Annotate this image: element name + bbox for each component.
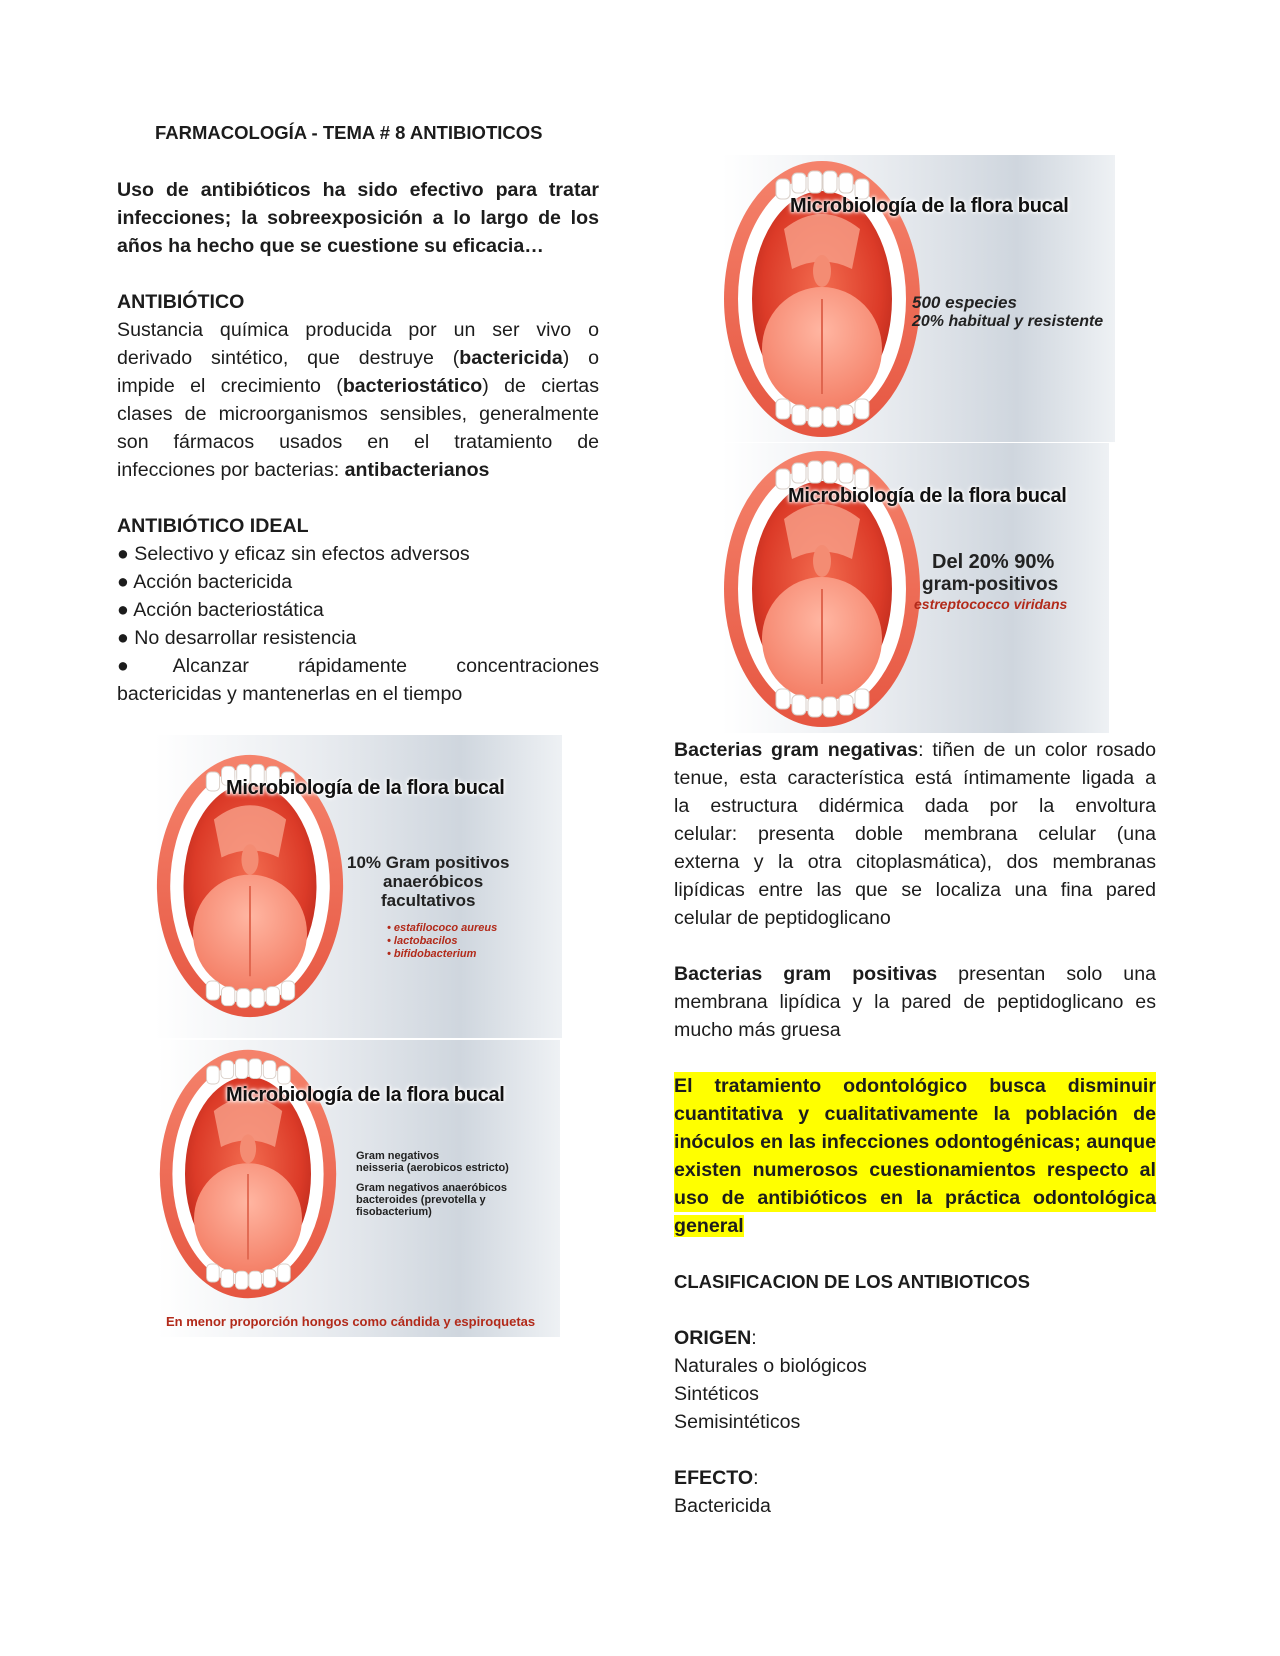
paragraph-line: celular: presenta doble membrana celular (una <box>674 823 1156 845</box>
slide-text: 500 especies <box>912 293 1017 312</box>
ideal-section <box>117 512 599 708</box>
antibiotico-heading: ANTIBIÓTICO <box>117 291 245 313</box>
definition-line: clases de microorganismos sensibles, generalmente <box>117 403 599 425</box>
slide-bullet: • bifidobacterium <box>387 948 477 960</box>
paragraph-line: externa y la otra citoplasmática), dos membranas <box>674 851 1156 873</box>
highlight-line: existen numerosos cuestionamientos respecto al <box>674 1156 1156 1184</box>
highlight-line: general <box>674 1215 744 1237</box>
slide-text: Gram negativos anaeróbicos <box>356 1182 507 1194</box>
antibiotico-section <box>117 288 599 484</box>
slide-text: Gram negativos <box>356 1150 440 1162</box>
paragraph-line: celular de peptidoglicano <box>674 907 891 929</box>
intro-line: años ha hecho que se cuestione su eficacia… <box>117 235 544 257</box>
intro-line: Uso de antibióticos ha sido efectivo para tratar <box>117 179 599 201</box>
origen-label: ORIGEN: <box>674 1327 757 1349</box>
slide-text: 20% habitual y resistente <box>912 313 1104 330</box>
slide-text: Del 20% 90% <box>932 551 1055 573</box>
slide-text: 10% Gram positivos <box>347 853 510 872</box>
paragraph-line: Bacterias gram negativas: tiñen de un color rosado <box>674 739 1156 761</box>
slide-image-500-especies <box>722 155 1115 442</box>
origen-item: Naturales o biológicos <box>674 1355 867 1377</box>
paragraph-line: lipídicas entre las que se localiza una fina pared <box>674 879 1156 901</box>
paragraph-line: la estructura didérmica dada por la envoltura <box>674 795 1156 817</box>
slide-bullet: • lactobacilos <box>387 935 458 947</box>
definition-line: Sustancia química producida por un ser vivo o <box>117 319 599 341</box>
slide-text: facultativos <box>381 891 476 910</box>
slide-image-10-gram-positivos <box>155 735 562 1038</box>
ideal-item: ● Acción bactericida <box>117 571 293 593</box>
slide-text: anaeróbicos <box>383 872 484 891</box>
ideal-item: ● Acción bacteriostática <box>117 599 324 621</box>
highlight-line: cuantitativa y cualitativamente la población de <box>674 1100 1156 1128</box>
slide-title: Microbiología de la flora bucal <box>790 195 1069 217</box>
slide-title: Microbiología de la flora bucal <box>226 777 505 799</box>
efecto-item: Bactericida <box>674 1495 771 1517</box>
slide-image-gram-negativos <box>158 1040 560 1337</box>
highlight-line: El tratamiento odontológico busca disminuir <box>674 1072 1156 1100</box>
page-title: FARMACOLOGÍA - TEMA # 8 ANTIBIOTICOS <box>155 122 543 143</box>
intro-line: infecciones; la sobreexposición a lo largo de los <box>117 207 599 229</box>
slide-text: fisobacterium) <box>356 1206 432 1218</box>
highlight-line: uso de antibióticos en la práctica odontológica <box>674 1184 1156 1212</box>
paragraph-line: Bacterias gram positivas presentan solo una <box>674 963 1156 985</box>
slide-text: estreptococco viridans <box>914 596 1068 612</box>
slide-image-gram-positivos <box>722 443 1109 733</box>
efecto-section <box>674 1464 1156 1520</box>
slide-text: neisseria (aerobicos estricto) <box>356 1162 509 1174</box>
highlight-line: inóculos en las infecciones odontogénicas; aunque <box>674 1128 1156 1156</box>
mouth-illustration <box>158 1044 338 1304</box>
slide-title: Microbiología de la flora bucal <box>226 1084 505 1106</box>
ideal-heading: ANTIBIÓTICO IDEAL <box>117 515 309 537</box>
intro-paragraph <box>117 176 599 260</box>
slide-bullet: • estafilococo aureus <box>387 922 498 934</box>
clasificacion-heading: CLASIFICACION DE LOS ANTIBIOTICOS <box>674 1271 1030 1292</box>
ideal-item: ● Selectivo y eficaz sin efectos adversos <box>117 543 470 565</box>
paragraph-line: mucho más gruesa <box>674 1019 841 1041</box>
ideal-item: ●Alcanzar rápidamente concentraciones <box>117 655 599 677</box>
slide-footer: En menor proporción hongos como cándida y espiroquetas <box>166 1314 536 1329</box>
ideal-item: ● No desarrollar resistencia <box>117 627 357 649</box>
origen-item: Semisintéticos <box>674 1411 801 1433</box>
origen-item: Sintéticos <box>674 1383 759 1405</box>
ideal-item: bactericidas y mantenerlas en el tiempo <box>117 683 463 705</box>
slide-text: gram-positivos <box>922 574 1059 595</box>
definition-line: infecciones por bacterias: antibacterianos <box>117 459 490 481</box>
definition-line: impide el crecimiento (bacteriostático) de ciertas <box>117 375 599 397</box>
gram-negativas-paragraph <box>674 736 1156 932</box>
slide-text: bacteroides (prevotella y <box>356 1194 486 1206</box>
paragraph-line: tenue, esta característica está íntimamente ligada a <box>674 767 1156 789</box>
origen-section <box>674 1324 1156 1436</box>
efecto-label: EFECTO: <box>674 1467 759 1489</box>
highlighted-paragraph <box>674 1072 1156 1240</box>
paragraph-line: membrana lipídica y la pared de peptidoglicano es <box>674 991 1156 1013</box>
definition-line: son fármacos usados en el tratamiento de <box>117 431 599 453</box>
gram-positivas-paragraph <box>674 960 1156 1044</box>
slide-title: Microbiología de la flora bucal <box>788 485 1067 507</box>
definition-line: derivado sintético, que destruye (bactericida) o <box>117 347 599 369</box>
